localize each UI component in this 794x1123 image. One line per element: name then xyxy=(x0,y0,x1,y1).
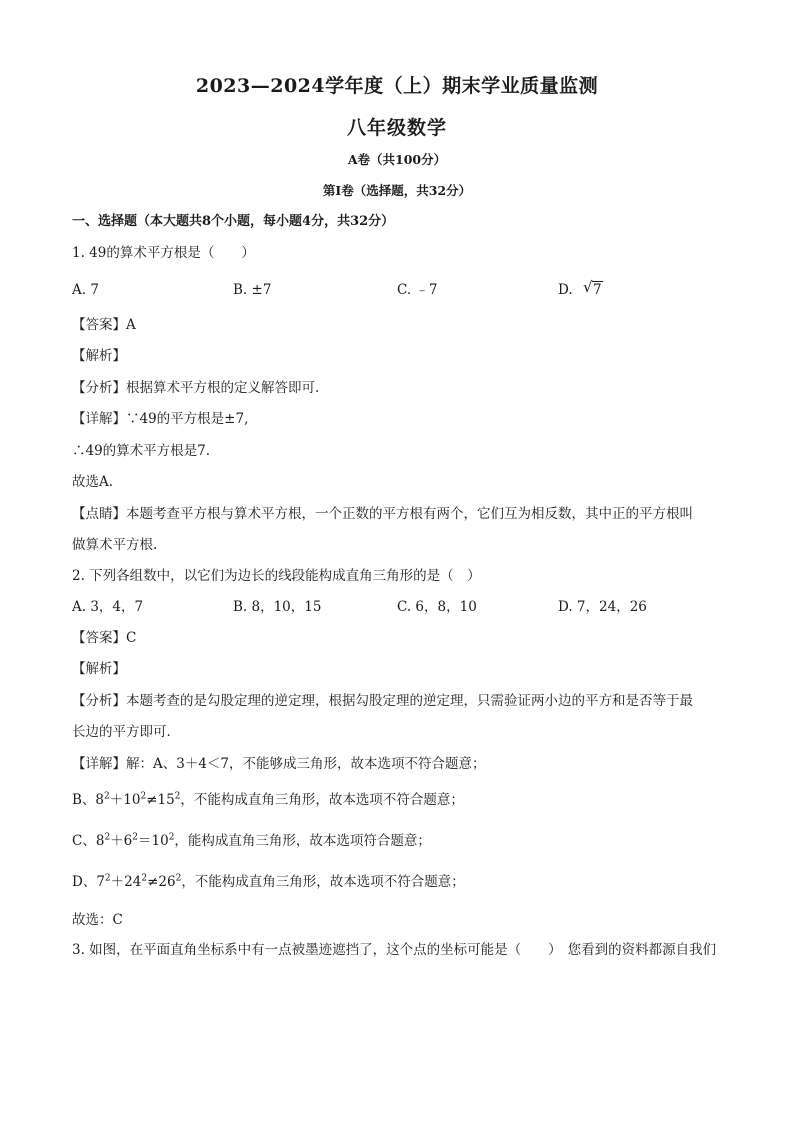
q2-analysis-label: 【解析】 xyxy=(72,661,126,677)
q2-detail-a: 【详解】解：A、3＋4＜7，不能够成三角形，故本选项不符合题意； xyxy=(72,756,486,772)
q3-watermark: 您看到的资料都源自我们 xyxy=(567,942,717,958)
q1-detail: 【详解】∵49的平方根是±7, xyxy=(72,411,249,427)
q1-comment-line1: 【点睛】本题考查平方根与算术平方根，一个正数的平方根有两个，它们互为相反数，其中正的平方根叫 xyxy=(72,506,693,522)
q2-detail-d xyxy=(72,873,465,891)
q1-option-c: C. ﹣7 xyxy=(397,282,438,298)
q2-detail-c xyxy=(72,832,431,850)
q2-detail-d-text: ，不能构成直角三角形，故本选项不符合题意； xyxy=(181,874,465,890)
q1-analysis-label: 【解析】 xyxy=(72,348,126,364)
section-heading: 一、选择题（本大题共8个小题，每小题4分，共32分） xyxy=(72,214,395,229)
exam-subtitle: 八年级数学 xyxy=(346,117,447,139)
q2-choose: 故选：C xyxy=(72,912,123,928)
sqrt-symbol: √ 7 xyxy=(582,278,602,298)
q2-detail-b-prefix: B、 xyxy=(72,792,96,808)
section-a-label: A卷（共100分） xyxy=(347,152,447,167)
q2-detail-d-prefix: D、 xyxy=(72,874,97,890)
q2-fenxi-line2: 长边的平方即可． xyxy=(72,724,180,740)
q1-option-d-prefix: D. xyxy=(558,282,573,298)
q2-detail-c-text: ，能构成直角三角形，故本选项符合题意； xyxy=(174,833,431,849)
q1-option-b: B. ±7 xyxy=(233,282,272,298)
q1-fenxi: 【分析】根据算术平方根的定义解答即可. xyxy=(72,380,320,396)
q2-detail-b xyxy=(72,791,464,809)
q1-detail2: ∴49的算术平方根是7. xyxy=(72,443,211,459)
q2-fenxi-line1: 【分析】本题考查的是勾股定理的逆定理，根据勾股定理的逆定理，只需验证两小边的平方和是否等于最 xyxy=(72,693,693,709)
q1-comment-line2: 做算术平方根. xyxy=(72,537,158,553)
q1-option-d xyxy=(558,278,603,299)
q3-stem xyxy=(72,941,716,959)
q1-choose: 故选A. xyxy=(72,474,114,490)
q2-option-b: B. 8，10，15 xyxy=(233,599,322,615)
q2-detail-c-prefix: C、 xyxy=(72,833,96,849)
q2-b-expression: $8^2+10^2\ne 15^2$ xyxy=(95,791,181,808)
q1-option-d-radicand: 7 xyxy=(592,282,602,298)
q3-stem-text: 3. 如图，在平面直角坐标系中有一点被墨迹遮挡了，这个点的坐标可能是（ ） xyxy=(72,942,562,958)
part-1-label: 第Ⅰ卷（选择题，共32分） xyxy=(322,183,472,198)
q2-option-d: D. 7，24，26 xyxy=(558,599,647,615)
q2-detail-b-text: ，不能构成直角三角形，故本选项不符合题意； xyxy=(180,792,464,808)
q1-option-a: A. 7 xyxy=(72,282,99,298)
exam-title: 2023—2024学年度（上）期末学业质量监测 xyxy=(195,75,599,97)
q2-d-expression: $7^2+24^2\ne 26^2$ xyxy=(96,873,182,890)
q2-stem: 2. 下列各组数中，以它们为边长的线段能构成直角三角形的是（ ） xyxy=(72,568,481,584)
q1-stem: 1. 49的算术平方根是（ ） xyxy=(72,245,255,261)
q2-option-a: A. 3，4，7 xyxy=(72,599,144,615)
q1-answer: 【答案】A xyxy=(72,317,136,333)
q2-c-expression: $8^2+6^2=10^2$ xyxy=(95,832,175,849)
q2-option-c: C. 6，8，10 xyxy=(397,599,477,615)
q2-answer: 【答案】C xyxy=(72,630,137,646)
